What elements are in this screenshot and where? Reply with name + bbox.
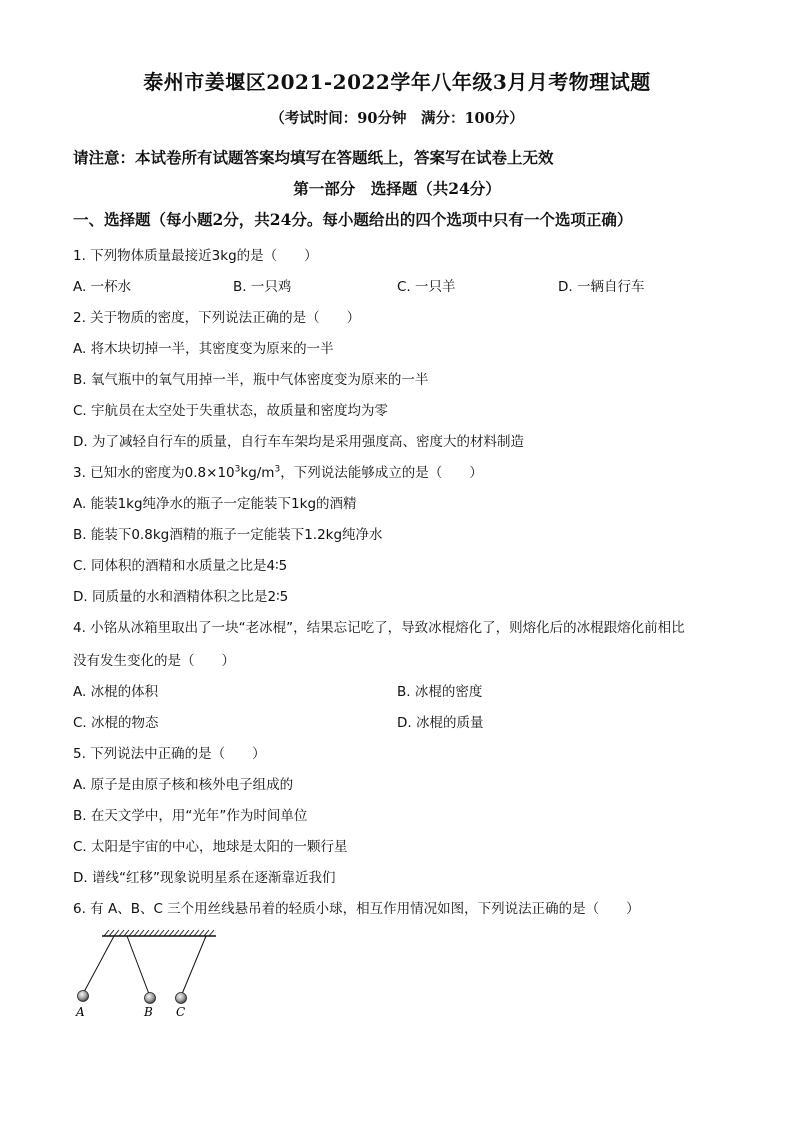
question-3-exponent: 3 <box>234 464 241 475</box>
question-3-option-a: A. 能装1kg纯净水的瓶子一定能装下1kg的酒精 <box>73 496 357 512</box>
question-3-unit: kg/m <box>240 465 275 481</box>
question-5-stem: 5. 下列说法中正确的是（ ） <box>73 746 266 762</box>
label-b: B <box>144 1005 153 1019</box>
question-2-option-b: B. 氧气瓶中的氧气用掉一半，瓶中气体密度变为原来的一半 <box>73 372 429 388</box>
question-1-stem: 1. 下列物体质量最接近3kg的是（ ） <box>73 248 318 264</box>
exam-info: （考试时间：90分钟 满分：100分） <box>270 110 524 127</box>
question-4-stem-line1: 4. 小铭从冰箱里取出了一块“老冰棍”，结果忘记吃了，导致冰棍熔化了，则熔化后的冰棍跟熔化前相比 <box>73 620 685 636</box>
question-2-option-d: D. 为了减轻自行车的质量，自行车车架均是采用强度高、密度大的材料制造 <box>73 434 524 450</box>
thread-a <box>84 936 114 992</box>
question-5-option-b: B. 在天文学中，用“光年”作为时间单位 <box>73 808 308 824</box>
question-3-stem-part1: 3. 已知水的密度为0.8×10 <box>73 465 235 481</box>
ball-c <box>176 993 187 1004</box>
question-1-option-b: B. 一只鸡 <box>233 279 292 295</box>
question-2-stem: 2. 关于物质的密度，下列说法正确的是（ ） <box>73 310 361 326</box>
hanging-balls-figure <box>70 922 230 1022</box>
thread-b <box>127 936 149 994</box>
question-4-option-d: D. 冰棍的质量 <box>397 715 484 731</box>
question-4-stem-line2: 没有发生变化的是（ ） <box>73 653 235 669</box>
label-c: C <box>176 1005 186 1019</box>
question-3-option-b: B. 能装下0.8kg酒精的瓶子一定能装下1.2kg纯净水 <box>73 527 383 543</box>
question-3-option-d: D. 同质量的水和酒精体积之比是2∶5 <box>73 589 289 605</box>
ball-b <box>145 993 156 1004</box>
part-heading: 第一部分 选择题（共24分） <box>293 179 501 198</box>
question-1-option-c: C. 一只羊 <box>397 279 456 295</box>
question-4-option-c: C. 冰棍的物态 <box>73 715 159 731</box>
question-4-option-a: A. 冰棍的体积 <box>73 684 159 700</box>
question-6-stem: 6. 有 A、B、C 三个用丝线悬吊着的轻质小球，相互作用情况如图，下列说法正确的是（ ） <box>73 901 640 917</box>
label-a: A <box>76 1005 85 1019</box>
question-3-stem-part2: ，下列说法能够成立的是（ ） <box>280 465 483 481</box>
question-2-option-a: A. 将木块切掉一半，其密度变为原来的一半 <box>73 341 334 357</box>
question-1-option-a: A. 一杯水 <box>73 279 132 295</box>
section-heading: 一、选择题（每小题2分，共24分。每小题给出的四个选项中只有一个选项正确） <box>73 210 633 229</box>
question-1-option-d: D. 一辆自行车 <box>558 279 645 295</box>
question-4-option-b: B. 冰棍的密度 <box>397 684 483 700</box>
notice-text: 请注意：本试卷所有试题答案均填写在答题纸上，答案写在试卷上无效 <box>73 148 554 167</box>
question-5-option-c: C. 太阳是宇宙的中心，地球是太阳的一颗行星 <box>73 839 348 855</box>
ball-a <box>78 991 89 1002</box>
page-title: 泰州市姜堰区2021-2022学年八年级3月月考物理试题 <box>143 70 651 94</box>
question-3-stem <box>73 461 483 481</box>
question-5-option-d: D. 谱线“红移”现象说明星系在逐渐靠近我们 <box>73 870 336 886</box>
question-3-option-c: C. 同体积的酒精和水质量之比是4∶5 <box>73 558 288 574</box>
question-2-option-c: C. 宇航员在太空处于失重状态，故质量和密度均为零 <box>73 403 389 419</box>
thread-c <box>182 936 206 994</box>
question-5-option-a: A. 原子是由原子核和核外电子组成的 <box>73 777 294 793</box>
question-3-unit-exponent: 3 <box>274 464 281 475</box>
ceiling-hatching <box>104 930 214 936</box>
